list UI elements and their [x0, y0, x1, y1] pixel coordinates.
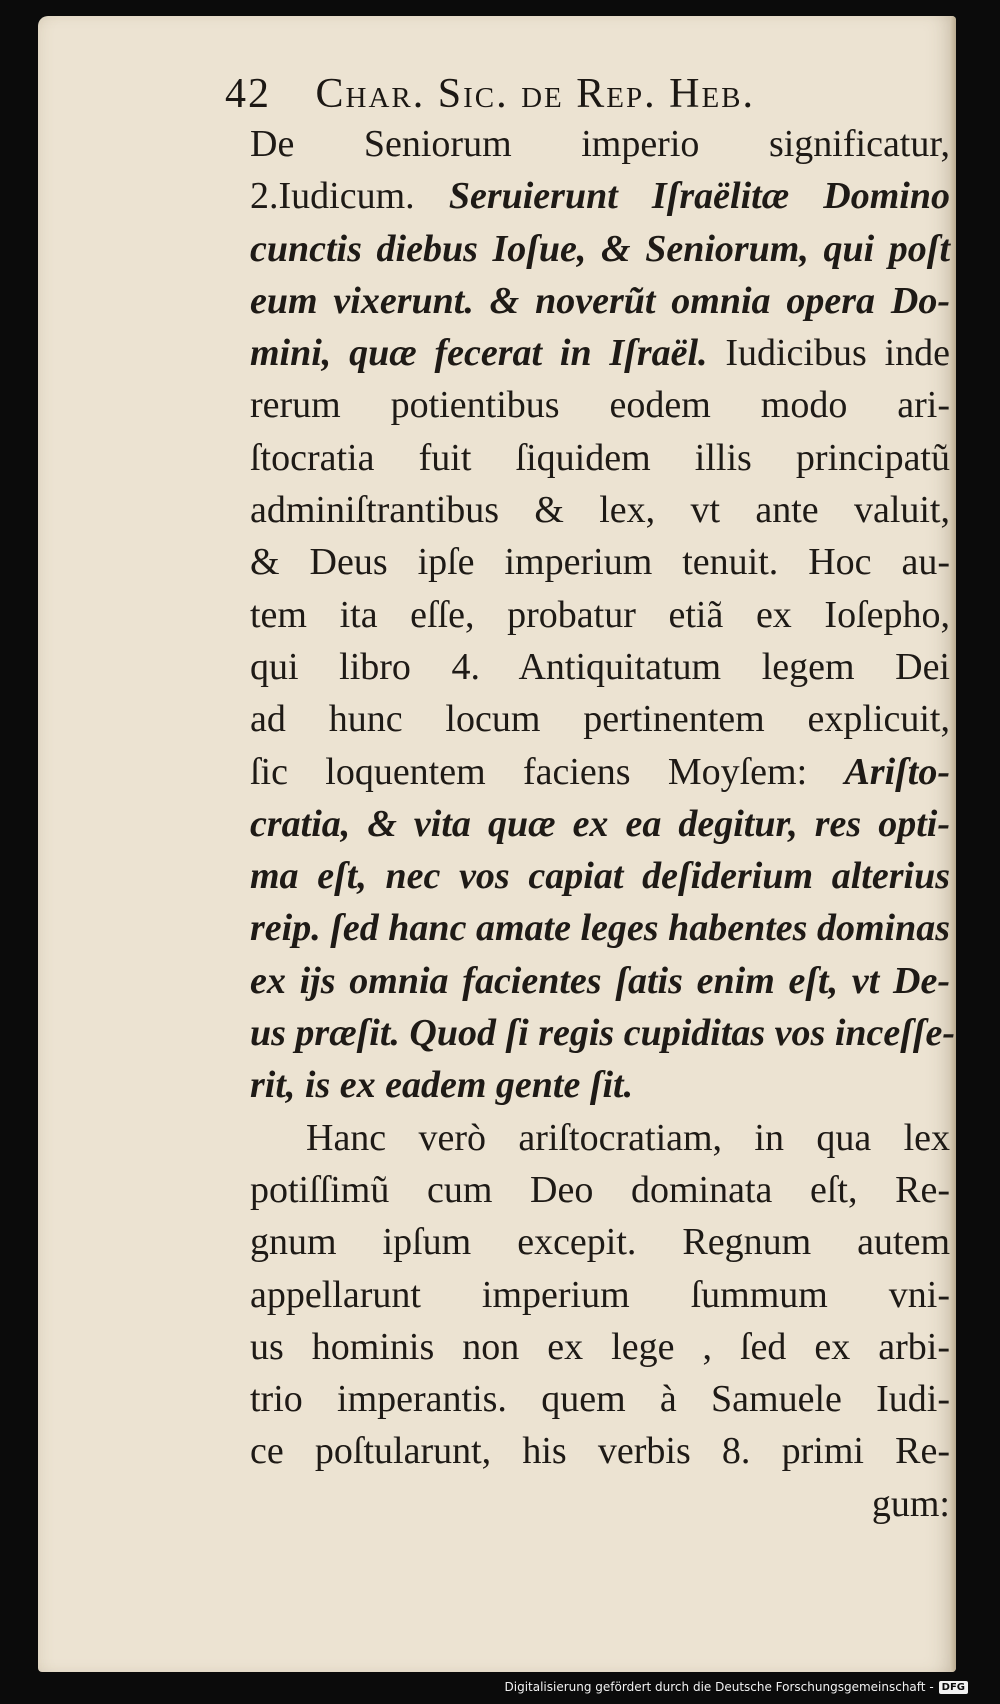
text-line [250, 589, 950, 641]
roman-segment: us hominis non ex lege , ſed ex arbi- [250, 1325, 950, 1368]
page-edge [950, 16, 956, 1672]
roman-segment: Hanc verò ariſtocratiam, in qua lex [306, 1116, 950, 1159]
roman-segment: appellarunt imperium ſummum vni- [250, 1273, 950, 1316]
text-line [250, 118, 950, 170]
text-line [250, 1425, 950, 1477]
dfg-logo: DFG [939, 1681, 968, 1694]
text-line [250, 170, 950, 222]
text-line [250, 1059, 950, 1111]
text-line [250, 484, 950, 536]
text-line [250, 693, 950, 745]
roman-segment: ſtocratia fuit ſiquidem illis principatũ [250, 436, 950, 479]
text-line [250, 223, 950, 275]
italic-segment: rit, is ex eadem gente ſit. [250, 1064, 634, 1107]
roman-segment: & Deus ipſe imperium tenuit. Hoc au- [250, 541, 950, 584]
italic-segment: ex ijs omnia facientes ſatis enim eſt, vt De- [250, 959, 950, 1002]
roman-segment: trio imperantis. quem à Samuele Iudi- [250, 1378, 950, 1421]
credit-text: Digitalisierung gefördert durch die Deutsche Forschungsgemeinschaft - [504, 1680, 934, 1694]
text-line [250, 1216, 950, 1268]
text-line [250, 1112, 950, 1164]
roman-segment: Iudicibus inde [725, 332, 950, 375]
roman-segment: potiſſimũ cum Deo dominata eſt, Re- [250, 1168, 950, 1211]
italic-segment: mini, quæ fecerat in Iſraël. [250, 332, 726, 375]
italic-segment: ma eſt, nec vos capiat deſiderium alterius [250, 855, 950, 898]
text-line [250, 1269, 950, 1321]
text-line [250, 1373, 950, 1425]
text-line [250, 536, 950, 588]
roman-segment: adminiſtrantibus & lex, vt ante valuit, [250, 489, 950, 532]
body-text [250, 118, 956, 1530]
page-number: 42 [225, 71, 271, 117]
roman-segment: tem ita eſſe, probatur etiã ex Ioſepho, [250, 593, 950, 636]
text-line [250, 1164, 950, 1216]
text-line [250, 275, 950, 327]
text-line [250, 641, 950, 693]
roman-segment: qui libro 4. Antiquitatum legem Dei [250, 645, 950, 688]
italic-segment: cunctis diebus Ioſue, & Seniorum, qui poſt [250, 227, 950, 270]
roman-segment: gum: [871, 1482, 950, 1525]
text-line [250, 1321, 950, 1373]
italic-segment: eum vixerunt. & noverũt omnia opera Do- [250, 279, 950, 322]
roman-segment: 2.Iudicum. [250, 175, 449, 218]
roman-segment: rerum potientibus eodem modo ari- [250, 384, 950, 427]
text-line [250, 432, 950, 484]
text-line [250, 327, 950, 379]
roman-segment: De Seniorum imperio significatur, [250, 123, 950, 165]
italic-segment: Ariſto- [844, 750, 950, 793]
roman-segment: ce poſtularunt, his verbis 8. primi Re- [250, 1430, 950, 1473]
digitization-credit [505, 1678, 969, 1696]
italic-segment: Seruierunt Iſraëlitæ Domino [448, 175, 950, 218]
italic-segment: cratia, & vita quæ ex ea degitur, res opti- [250, 802, 950, 845]
text-line [250, 902, 950, 954]
italic-segment: reip. ſed hanc amate leges habentes dominas [250, 907, 950, 950]
roman-segment: ad hunc locum pertinentem explicuit, [250, 698, 950, 741]
text-line [250, 1007, 956, 1059]
text-line [250, 1478, 950, 1530]
text-line [250, 955, 950, 1007]
text-line [250, 379, 950, 431]
text-line [250, 850, 950, 902]
roman-segment: gnum ipſum excepit. Regnum autem [250, 1221, 950, 1264]
text-line [250, 746, 950, 798]
roman-segment: ſic loquentem faciens Moyſem: [250, 750, 845, 793]
running-head-title: Char. Sic. de Rep. Heb. [315, 71, 756, 117]
italic-segment: us præſit. Quod ſi regis cupiditas vos inceſſe- [250, 1012, 956, 1055]
text-line [250, 798, 950, 850]
book-page [38, 16, 956, 1672]
